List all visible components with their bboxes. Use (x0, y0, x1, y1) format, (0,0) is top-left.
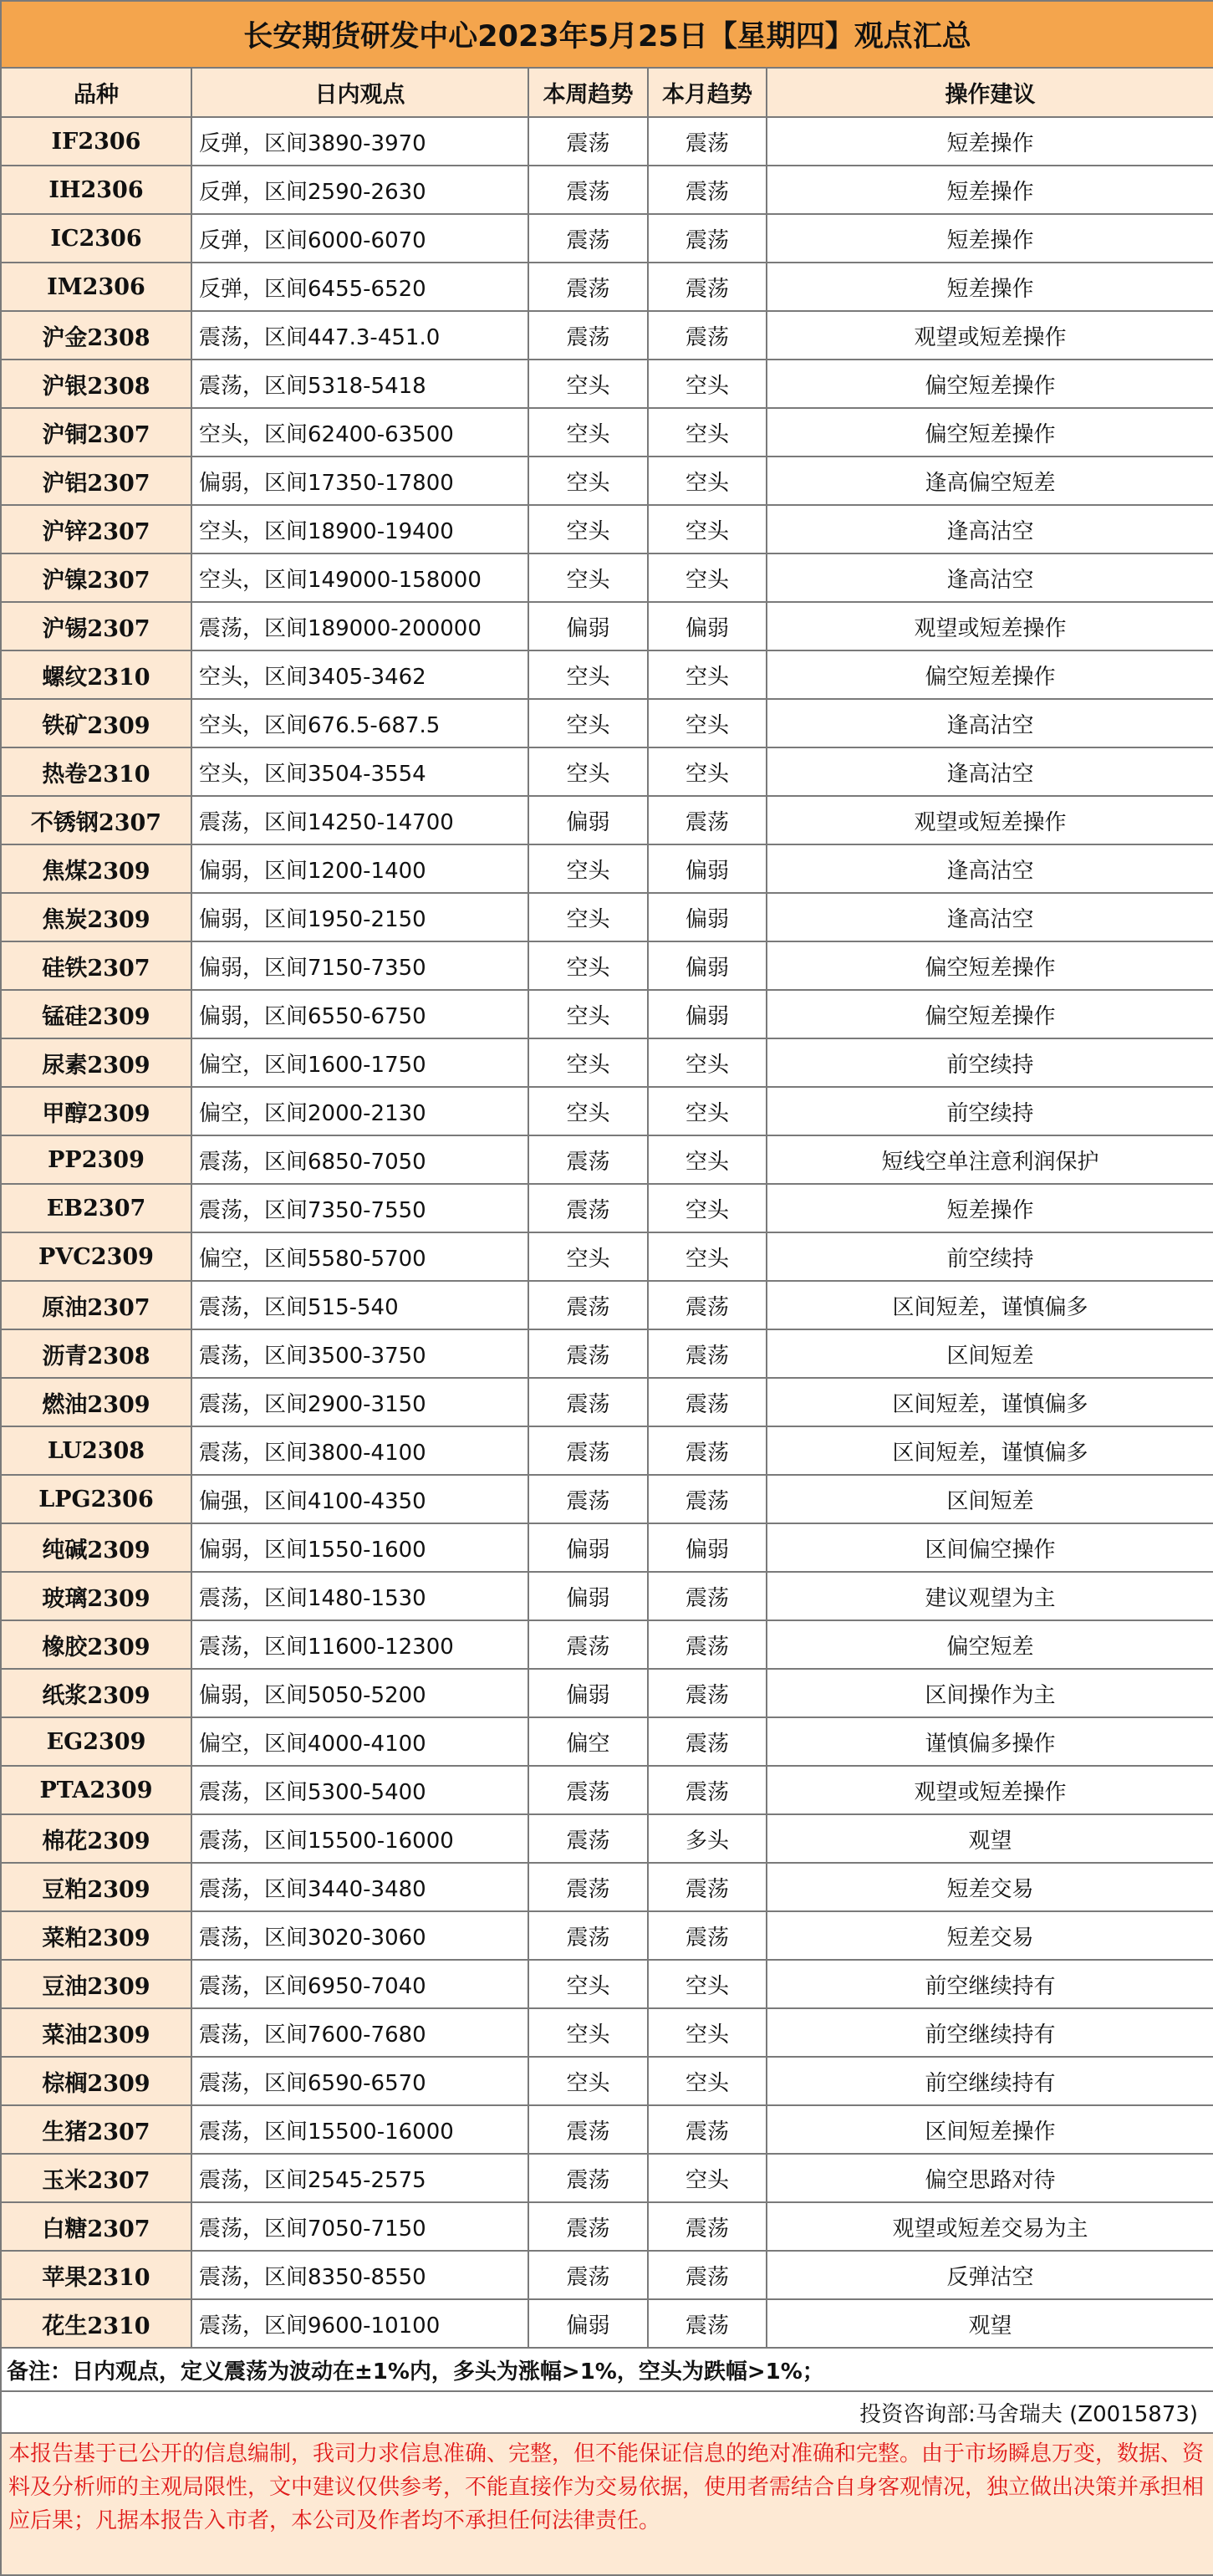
cell-intraday-view: 偏弱，区间5050-5200 (191, 1669, 528, 1717)
table-row (1, 699, 1213, 747)
table-row (1, 1523, 1213, 1572)
cell-week-trend: 空头 (528, 2008, 648, 2057)
cell-advice: 偏空短差操作 (767, 408, 1213, 457)
cell-month-trend: 空头 (648, 505, 767, 553)
table-row (1, 1620, 1213, 1669)
cell-intraday-view: 空头，区间18900-19400 (191, 505, 528, 553)
cell-advice: 前空续持 (767, 1087, 1213, 1135)
table-row (1, 1669, 1213, 1717)
table-row (1, 360, 1213, 408)
cell-intraday-view: 空头，区间676.5-687.5 (191, 699, 528, 747)
cell-intraday-view: 震荡，区间2900-3150 (191, 1378, 528, 1426)
table-row (1, 1863, 1213, 1911)
report-title: 长安期货研发中心2023年5月25日【星期四】观点汇总 (1, 1, 1213, 68)
cell-product: 白糖2307 (1, 2202, 191, 2251)
cell-month-trend: 空头 (648, 553, 767, 602)
cell-advice: 短差操作 (767, 263, 1213, 311)
cell-product: 菜粕2309 (1, 1911, 191, 1960)
table-row (1, 602, 1213, 650)
cell-week-trend: 空头 (528, 457, 648, 505)
cell-advice: 前空继续持有 (767, 2057, 1213, 2105)
cell-intraday-view: 偏弱，区间6550-6750 (191, 990, 528, 1038)
cell-intraday-view: 震荡，区间7350-7550 (191, 1184, 528, 1232)
cell-advice: 短差交易 (767, 1863, 1213, 1911)
cell-week-trend: 震荡 (528, 1911, 648, 1960)
cell-intraday-view: 震荡，区间15500-16000 (191, 2105, 528, 2154)
cell-intraday-view: 震荡，区间7600-7680 (191, 2008, 528, 2057)
cell-week-trend: 空头 (528, 1038, 648, 1087)
cell-advice: 区间短差，谨慎偏多 (767, 1281, 1213, 1329)
cell-product: 沪锌2307 (1, 505, 191, 553)
cell-week-trend: 空头 (528, 2057, 648, 2105)
cell-month-trend: 震荡 (648, 263, 767, 311)
cell-month-trend: 空头 (648, 2057, 767, 2105)
cell-intraday-view: 空头，区间3504-3554 (191, 747, 528, 796)
cell-product: PTA2309 (1, 1766, 191, 1814)
cell-product: 沪镍2307 (1, 553, 191, 602)
table-row (1, 311, 1213, 360)
cell-intraday-view: 震荡，区间5300-5400 (191, 1766, 528, 1814)
cell-intraday-view: 反弹，区间2590-2630 (191, 166, 528, 214)
table-row (1, 166, 1213, 214)
cell-advice: 逢高沽空 (767, 747, 1213, 796)
cell-week-trend: 空头 (528, 990, 648, 1038)
cell-advice: 前空继续持有 (767, 1960, 1213, 2008)
cell-intraday-view: 震荡，区间1480-1530 (191, 1572, 528, 1620)
cell-product: 豆粕2309 (1, 1863, 191, 1911)
cell-week-trend: 震荡 (528, 311, 648, 360)
cell-product: PVC2309 (1, 1232, 191, 1281)
header-row (1, 68, 1213, 117)
cell-week-trend: 震荡 (528, 214, 648, 263)
cell-intraday-view: 震荡，区间15500-16000 (191, 1814, 528, 1863)
cell-product: 铁矿2309 (1, 699, 191, 747)
cell-intraday-view: 震荡，区间8350-8550 (191, 2251, 528, 2299)
cell-intraday-view: 偏弱，区间17350-17800 (191, 457, 528, 505)
cell-month-trend: 震荡 (648, 214, 767, 263)
table-row (1, 2251, 1213, 2299)
cell-month-trend: 空头 (648, 457, 767, 505)
cell-product: IF2306 (1, 117, 191, 166)
cell-product: 硅铁2307 (1, 941, 191, 990)
cell-advice: 短线空单注意利润保护 (767, 1135, 1213, 1184)
disclaimer-text: 本报告基于已公开的信息编制，我司力求信息准确、完整，但不能保证信息的绝对准确和完整。由于市场瞬息万变，数据、资料及分析师的主观局限性，文中建议仅供参考，不能直接作为交易依据，使用者需结合自身客观情况，独立做出决策并承担相应后果；凡据本报告入市者，本公司及作者均不承担任何法律责任。 (1, 2433, 1213, 2575)
cell-week-trend: 震荡 (528, 1281, 648, 1329)
cell-product: 橡胶2309 (1, 1620, 191, 1669)
cell-product: 玻璃2309 (1, 1572, 191, 1620)
cell-week-trend: 震荡 (528, 1620, 648, 1669)
cell-product: 沪金2308 (1, 311, 191, 360)
cell-advice: 反弹沽空 (767, 2251, 1213, 2299)
table-row (1, 941, 1213, 990)
cell-intraday-view: 反弹，区间3890-3970 (191, 117, 528, 166)
cell-week-trend: 震荡 (528, 2202, 648, 2251)
cell-product: 锰硅2309 (1, 990, 191, 1038)
cell-product: 沪铝2307 (1, 457, 191, 505)
cell-product: 尿素2309 (1, 1038, 191, 1087)
cell-week-trend: 偏弱 (528, 602, 648, 650)
cell-advice: 区间短差，谨慎偏多 (767, 1426, 1213, 1475)
cell-month-trend: 震荡 (648, 1426, 767, 1475)
cell-month-trend: 偏弱 (648, 990, 767, 1038)
cell-product: 玉米2307 (1, 2154, 191, 2202)
cell-product: 焦煤2309 (1, 844, 191, 893)
table-row (1, 1329, 1213, 1378)
cell-product: 螺纹2310 (1, 650, 191, 699)
cell-month-trend: 偏弱 (648, 602, 767, 650)
cell-week-trend: 震荡 (528, 263, 648, 311)
cell-week-trend: 空头 (528, 650, 648, 699)
cell-advice: 逢高沽空 (767, 893, 1213, 941)
cell-week-trend: 震荡 (528, 1766, 648, 1814)
cell-week-trend: 空头 (528, 1960, 648, 2008)
cell-week-trend: 震荡 (528, 2251, 648, 2299)
table-row (1, 1038, 1213, 1087)
cell-intraday-view: 偏空，区间4000-4100 (191, 1717, 528, 1766)
cell-product: 纸浆2309 (1, 1669, 191, 1717)
cell-advice: 区间短差 (767, 1329, 1213, 1378)
table-row (1, 263, 1213, 311)
cell-intraday-view: 震荡，区间3500-3750 (191, 1329, 528, 1378)
cell-product: IM2306 (1, 263, 191, 311)
cell-month-trend: 空头 (648, 360, 767, 408)
cell-intraday-view: 偏空，区间1600-1750 (191, 1038, 528, 1087)
cell-week-trend: 空头 (528, 505, 648, 553)
table-row (1, 990, 1213, 1038)
cell-month-trend: 震荡 (648, 2202, 767, 2251)
cell-advice: 前空续持 (767, 1232, 1213, 1281)
cell-week-trend: 震荡 (528, 1184, 648, 1232)
cell-advice: 区间操作为主 (767, 1669, 1213, 1717)
table-row (1, 408, 1213, 457)
table-row (1, 2299, 1213, 2348)
cell-product: 花生2310 (1, 2299, 191, 2348)
cell-product: 棕榈2309 (1, 2057, 191, 2105)
cell-product: 不锈钢2307 (1, 796, 191, 844)
cell-advice: 谨慎偏多操作 (767, 1717, 1213, 1766)
table-row (1, 1766, 1213, 1814)
cell-month-trend: 偏弱 (648, 844, 767, 893)
table-row (1, 844, 1213, 893)
cell-month-trend: 空头 (648, 1960, 767, 2008)
cell-week-trend: 空头 (528, 360, 648, 408)
cell-month-trend: 空头 (648, 1038, 767, 1087)
cell-month-trend: 震荡 (648, 1572, 767, 1620)
table-row (1, 650, 1213, 699)
header-intraday-view: 日内观点 (191, 68, 528, 117)
consultant-text: 投资咨询部:马舍瑞夫 (Z0015873) (1, 2391, 1213, 2433)
cell-month-trend: 震荡 (648, 1378, 767, 1426)
header-product: 品种 (1, 68, 191, 117)
table-row (1, 2202, 1213, 2251)
table-row (1, 796, 1213, 844)
cell-advice: 逢高沽空 (767, 844, 1213, 893)
table-row (1, 2105, 1213, 2154)
cell-intraday-view: 震荡，区间3020-3060 (191, 1911, 528, 1960)
cell-product: PP2309 (1, 1135, 191, 1184)
cell-intraday-view: 偏强，区间4100-4350 (191, 1475, 528, 1523)
cell-intraday-view: 偏弱，区间1200-1400 (191, 844, 528, 893)
header-week-trend: 本周趋势 (528, 68, 648, 117)
cell-week-trend: 震荡 (528, 117, 648, 166)
cell-month-trend: 空头 (648, 747, 767, 796)
cell-intraday-view: 偏弱，区间1950-2150 (191, 893, 528, 941)
cell-product: 苹果2310 (1, 2251, 191, 2299)
cell-intraday-view: 震荡，区间3440-3480 (191, 1863, 528, 1911)
cell-month-trend: 震荡 (648, 1766, 767, 1814)
cell-intraday-view: 震荡，区间7050-7150 (191, 2202, 528, 2251)
table-row (1, 457, 1213, 505)
cell-week-trend: 偏弱 (528, 1669, 648, 1717)
cell-advice: 观望或短差操作 (767, 796, 1213, 844)
cell-advice: 逢高沽空 (767, 505, 1213, 553)
cell-week-trend: 震荡 (528, 1814, 648, 1863)
cell-advice: 逢高沽空 (767, 553, 1213, 602)
cell-product: 沪铜2307 (1, 408, 191, 457)
table-row (1, 553, 1213, 602)
cell-product: 焦炭2309 (1, 893, 191, 941)
cell-week-trend: 空头 (528, 553, 648, 602)
cell-intraday-view: 反弹，区间6000-6070 (191, 214, 528, 263)
cell-advice: 观望 (767, 2299, 1213, 2348)
cell-week-trend: 空头 (528, 408, 648, 457)
cell-advice: 观望 (767, 1814, 1213, 1863)
table-row (1, 1572, 1213, 1620)
cell-month-trend: 空头 (648, 1135, 767, 1184)
cell-advice: 观望或短差操作 (767, 602, 1213, 650)
cell-intraday-view: 反弹，区间6455-6520 (191, 263, 528, 311)
cell-advice: 偏空短差操作 (767, 650, 1213, 699)
cell-advice: 偏空短差操作 (767, 990, 1213, 1038)
table-row (1, 747, 1213, 796)
cell-product: LPG2306 (1, 1475, 191, 1523)
cell-month-trend: 震荡 (648, 1669, 767, 1717)
cell-month-trend: 震荡 (648, 117, 767, 166)
cell-month-trend: 震荡 (648, 1475, 767, 1523)
cell-month-trend: 震荡 (648, 2251, 767, 2299)
cell-week-trend: 震荡 (528, 1378, 648, 1426)
cell-product: 菜油2309 (1, 2008, 191, 2057)
cell-product: IH2306 (1, 166, 191, 214)
table-row (1, 214, 1213, 263)
cell-month-trend: 震荡 (648, 1620, 767, 1669)
cell-advice: 前空续持 (767, 1038, 1213, 1087)
cell-intraday-view: 震荡，区间6850-7050 (191, 1135, 528, 1184)
cell-product: 沪银2308 (1, 360, 191, 408)
cell-month-trend: 空头 (648, 1087, 767, 1135)
cell-intraday-view: 震荡，区间9600-10100 (191, 2299, 528, 2348)
cell-product: EB2307 (1, 1184, 191, 1232)
cell-product: LU2308 (1, 1426, 191, 1475)
cell-intraday-view: 震荡，区间515-540 (191, 1281, 528, 1329)
cell-intraday-view: 偏空，区间2000-2130 (191, 1087, 528, 1135)
cell-month-trend: 偏弱 (648, 1523, 767, 1572)
cell-product: 纯碱2309 (1, 1523, 191, 1572)
cell-product: 生猪2307 (1, 2105, 191, 2154)
cell-week-trend: 偏空 (528, 1717, 648, 1766)
table-row (1, 1232, 1213, 1281)
cell-product: 甲醇2309 (1, 1087, 191, 1135)
table-row (1, 1184, 1213, 1232)
cell-intraday-view: 空头，区间3405-3462 (191, 650, 528, 699)
cell-month-trend: 空头 (648, 1232, 767, 1281)
cell-week-trend: 震荡 (528, 166, 648, 214)
note-text: 备注：日内观点，定义震荡为波动在±1%内，多头为涨幅>1%，空头为跌幅>1%； (1, 2348, 1213, 2391)
table-row (1, 2008, 1213, 2057)
cell-intraday-view: 震荡，区间6950-7040 (191, 1960, 528, 2008)
table-row (1, 1426, 1213, 1475)
header-advice: 操作建议 (767, 68, 1213, 117)
cell-advice: 偏空短差操作 (767, 360, 1213, 408)
cell-advice: 区间短差 (767, 1475, 1213, 1523)
cell-month-trend: 偏弱 (648, 941, 767, 990)
table-row (1, 1378, 1213, 1426)
cell-intraday-view: 震荡，区间447.3-451.0 (191, 311, 528, 360)
cell-week-trend: 震荡 (528, 1135, 648, 1184)
cell-advice: 短差操作 (767, 117, 1213, 166)
cell-week-trend: 偏弱 (528, 1523, 648, 1572)
cell-intraday-view: 震荡，区间14250-14700 (191, 796, 528, 844)
cell-product: 沥青2308 (1, 1329, 191, 1378)
table-row (1, 2154, 1213, 2202)
cell-month-trend: 震荡 (648, 2299, 767, 2348)
cell-week-trend: 空头 (528, 893, 648, 941)
cell-week-trend: 震荡 (528, 1863, 648, 1911)
cell-intraday-view: 震荡，区间2545-2575 (191, 2154, 528, 2202)
cell-product: 热卷2310 (1, 747, 191, 796)
table-row (1, 505, 1213, 553)
cell-intraday-view: 震荡，区间189000-200000 (191, 602, 528, 650)
cell-product: EG2309 (1, 1717, 191, 1766)
cell-month-trend: 震荡 (648, 1281, 767, 1329)
cell-month-trend: 震荡 (648, 1717, 767, 1766)
cell-advice: 区间短差，谨慎偏多 (767, 1378, 1213, 1426)
cell-week-trend: 偏弱 (528, 2299, 648, 2348)
cell-week-trend: 震荡 (528, 2105, 648, 2154)
cell-advice: 观望或短差操作 (767, 311, 1213, 360)
table-row (1, 1717, 1213, 1766)
table-row (1, 1475, 1213, 1523)
cell-month-trend: 震荡 (648, 1329, 767, 1378)
cell-month-trend: 震荡 (648, 166, 767, 214)
cell-advice: 短差操作 (767, 166, 1213, 214)
cell-week-trend: 偏弱 (528, 1572, 648, 1620)
cell-intraday-view: 震荡，区间5318-5418 (191, 360, 528, 408)
table-body (1, 117, 1213, 2348)
cell-month-trend: 多头 (648, 1814, 767, 1863)
cell-month-trend: 空头 (648, 650, 767, 699)
cell-month-trend: 空头 (648, 1184, 767, 1232)
cell-product: 豆油2309 (1, 1960, 191, 2008)
cell-week-trend: 震荡 (528, 1426, 648, 1475)
header-month-trend: 本月趋势 (648, 68, 767, 117)
cell-week-trend: 震荡 (528, 1329, 648, 1378)
cell-advice: 偏空短差 (767, 1620, 1213, 1669)
cell-week-trend: 空头 (528, 1232, 648, 1281)
cell-advice: 观望或短差操作 (767, 1766, 1213, 1814)
table-row (1, 1087, 1213, 1135)
cell-product: 原油2307 (1, 1281, 191, 1329)
cell-intraday-view: 震荡，区间3800-4100 (191, 1426, 528, 1475)
cell-week-trend: 震荡 (528, 1475, 648, 1523)
table-row (1, 1911, 1213, 1960)
cell-month-trend: 震荡 (648, 796, 767, 844)
table-row (1, 1135, 1213, 1184)
cell-advice: 偏空短差操作 (767, 941, 1213, 990)
cell-intraday-view: 偏空，区间5580-5700 (191, 1232, 528, 1281)
cell-week-trend: 空头 (528, 699, 648, 747)
cell-advice: 逢高偏空短差 (767, 457, 1213, 505)
cell-week-trend: 空头 (528, 747, 648, 796)
cell-week-trend: 空头 (528, 941, 648, 990)
cell-month-trend: 空头 (648, 408, 767, 457)
cell-product: 棉花2309 (1, 1814, 191, 1863)
cell-intraday-view: 偏弱，区间1550-1600 (191, 1523, 528, 1572)
cell-advice: 区间偏空操作 (767, 1523, 1213, 1572)
cell-month-trend: 震荡 (648, 311, 767, 360)
cell-intraday-view: 偏弱，区间7150-7350 (191, 941, 528, 990)
table-row (1, 2057, 1213, 2105)
cell-month-trend: 震荡 (648, 1911, 767, 1960)
cell-intraday-view: 空头，区间149000-158000 (191, 553, 528, 602)
cell-intraday-view: 震荡，区间11600-12300 (191, 1620, 528, 1669)
cell-week-trend: 偏弱 (528, 796, 648, 844)
cell-week-trend: 空头 (528, 1087, 648, 1135)
table-row (1, 1281, 1213, 1329)
cell-advice: 短差交易 (767, 1911, 1213, 1960)
cell-intraday-view: 震荡，区间6590-6570 (191, 2057, 528, 2105)
cell-advice: 建议观望为主 (767, 1572, 1213, 1620)
table-row (1, 893, 1213, 941)
cell-advice: 观望或短差交易为主 (767, 2202, 1213, 2251)
cell-month-trend: 震荡 (648, 2105, 767, 2154)
cell-week-trend: 震荡 (528, 2154, 648, 2202)
cell-advice: 短差操作 (767, 214, 1213, 263)
cell-month-trend: 空头 (648, 699, 767, 747)
table-row (1, 1960, 1213, 2008)
cell-product: 燃油2309 (1, 1378, 191, 1426)
cell-product: 沪锡2307 (1, 602, 191, 650)
table-row (1, 117, 1213, 166)
cell-advice: 逢高沽空 (767, 699, 1213, 747)
cell-month-trend: 空头 (648, 2008, 767, 2057)
table-row (1, 1814, 1213, 1863)
cell-advice: 偏空思路对待 (767, 2154, 1213, 2202)
cell-week-trend: 空头 (528, 844, 648, 893)
cell-month-trend: 偏弱 (648, 893, 767, 941)
cell-advice: 区间短差操作 (767, 2105, 1213, 2154)
cell-product: IC2306 (1, 214, 191, 263)
cell-advice: 前空继续持有 (767, 2008, 1213, 2057)
cell-month-trend: 震荡 (648, 1863, 767, 1911)
cell-intraday-view: 空头，区间62400-63500 (191, 408, 528, 457)
cell-month-trend: 空头 (648, 2154, 767, 2202)
cell-advice: 短差操作 (767, 1184, 1213, 1232)
